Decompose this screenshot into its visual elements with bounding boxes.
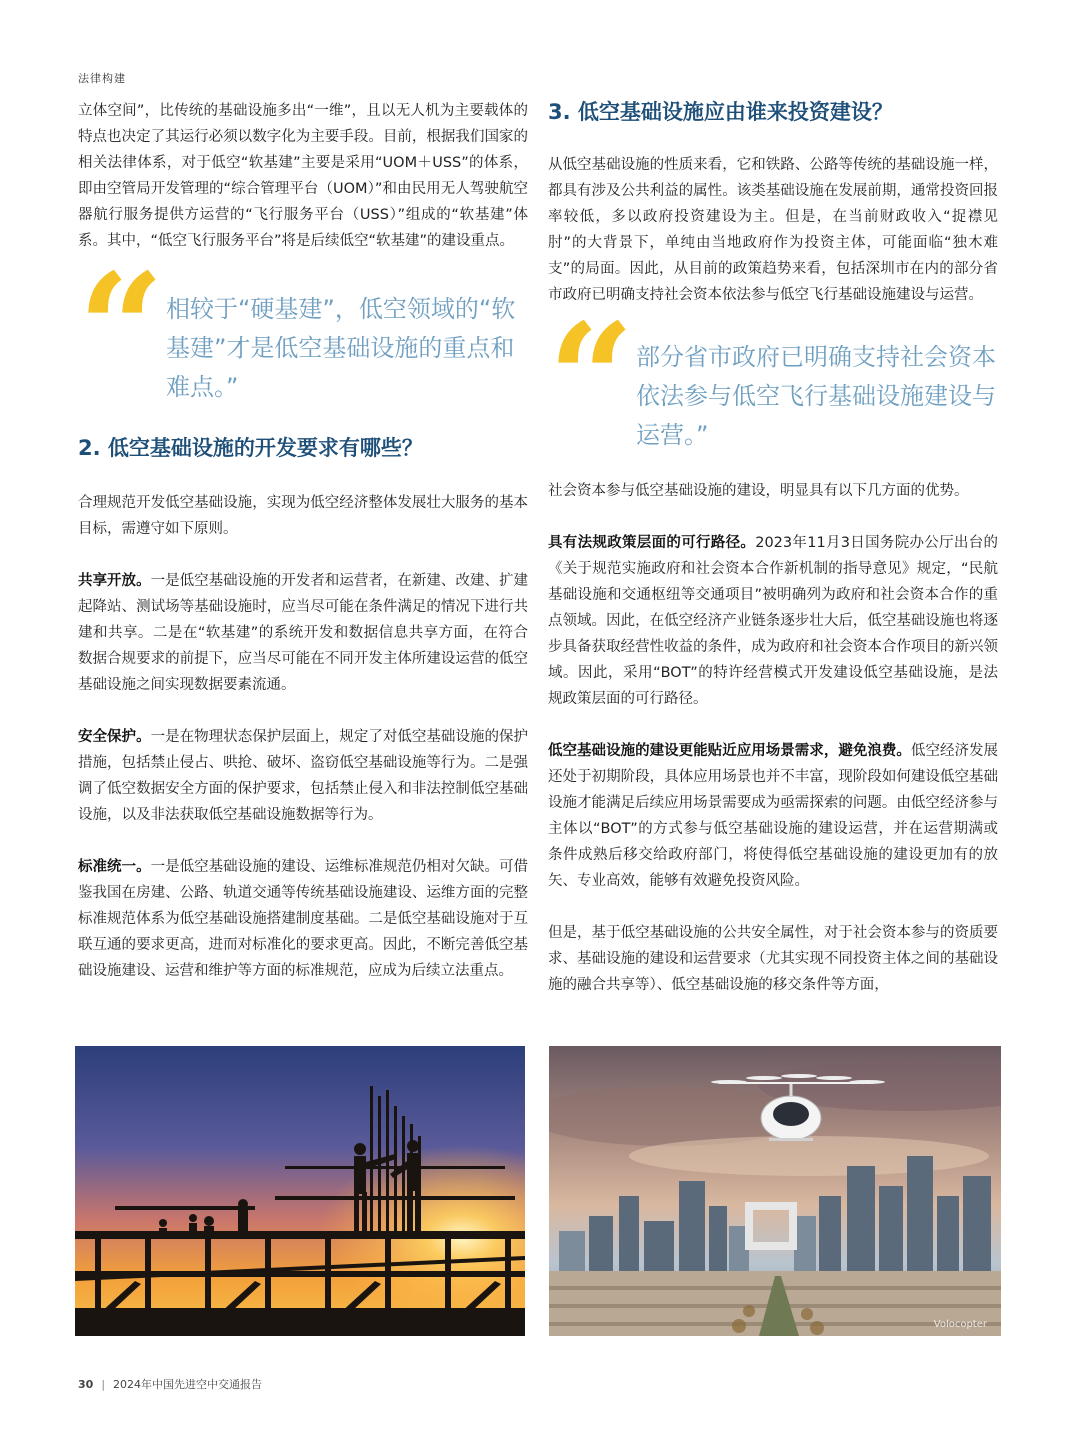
text-shared-open: 一是低空基础设施的开发者和运营者，在新建、改建、扩建起降站、测试场等基础设施时，应当尽可能在条件满足的情况下进行共建和共享。二是在“软基建”的系统开发和数据信息共享方面，在符合数据合规要求的前提下，应当尽可能在不同开发主体所建设运营的低空基础设施之间实现数据要素流通。 — [78, 573, 529, 693]
paragraph-unified-standards — [78, 854, 528, 984]
lead-safety-protection: 安全保护。 — [78, 729, 151, 745]
pull-quote-left — [78, 241, 528, 417]
heading-section-3: 3. 低空基础设施应由谁来投资建设？ — [548, 100, 893, 124]
text-scenario-needs: 低空经济发展还处于初期阶段，具体应用场景也并不丰富，现阶段如何建设低空基础设施才能满足后续应用场景需要成为亟需探索的问题。由低空经济参与主体以“BOT”的方式参与低空基础设施的建设运营，并在运营期满或条件成熟后移交给政府部门，将使得低空基础设施的建设更加有的放矢、专业高效，能够有效避免投资风险。 — [548, 743, 999, 889]
heading-section-2: 2. 低空基础设施的开发要求有哪些？ — [78, 436, 423, 460]
paragraph-investment-nature: 从低空基础设施的性质来看，它和铁路、公路等传统的基础设施一样，都具有涉及公共利益的属性。该类基础设施在发展前期，通常投资回报率较低，多以政府投资建设为主。但是，在当前财政收入“捉襟见肘”的大背景下，单纯由当地政府作为投资主体，可能面临“独木难支”的局面。因此，从目前的政策趋势来看，包括深圳市在内的部分省市政府已明确支持社会资本依法参与低空飞行基础设施建设与运营。 — [548, 157, 998, 303]
page-number: 30 — [78, 1378, 94, 1391]
section-tag: 法律构建 — [78, 72, 126, 85]
paragraph-safety-protection — [78, 724, 528, 828]
quote-text: 部分省市政府已明确支持社会资本依法参与低空飞行基础设施建设与运营。” — [636, 343, 996, 449]
lead-scenario-needs: 低空基础设施的建设更能贴近应用场景需求，避免浪费。 — [548, 743, 911, 759]
text-safety-protection: 一是在物理状态保护层面上，规定了对低空基础设施的保护措施，包括禁止侵占、哄抢、破坏、盗窃低空基础设施等行为。二是强调了低空数据安全方面的保护要求，包括禁止侵入和非法控制低空基础设施，以及非法获取低空基础设施数据等行为。 — [78, 729, 529, 823]
text-unified-standards: 一是低空基础设施的建设、运维标准规范仍相对欠缺。可借鉴我国在房建、公路、轨道交通等传统基础设施建设、运维方面的完整标准规范体系为低空基础设施搭建制度基础。二是低空基础设施对于互联互通的要求更高，进而对标准化的要求更高。因此，不断完善低空基础设施建设、运营和维护等方面的标准规范，应成为后续立法重点。 — [78, 859, 529, 979]
evtol-city-photo — [549, 1046, 1001, 1336]
text-legal-path: 2023年11月3日国务院办公厅出台的《关于规范实施政府和社会资本合作新机制的指导意见》规定，“民航基础设施和交通枢纽等交通项目”被明确列为政府和社会资本合作的重点领域。因此，在低空经济产业链条逐步壮大后，低空基础设施也将逐步具备获取经营性收益的条件，成为政府和社会资本合作项目的新兴领域。因此，采用“BOT”的特许经营模式开发建设低空基础设施，是法规政策层面的可行路径。 — [548, 535, 999, 707]
lead-unified-standards: 标准统一。 — [78, 859, 151, 875]
paragraph-shared-open — [78, 568, 528, 698]
paragraph-scenario-needs — [548, 738, 998, 894]
paragraph-legal-path — [548, 530, 998, 712]
report-title: 2024年中国先进空中交通报告 — [113, 1378, 263, 1391]
quote-text: 相较于“硬基建”，低空领域的“软基建”才是低空基础设施的重点和难点。” — [166, 295, 516, 401]
intro-paragraph: 立体空间”，比传统的基础设施多出“一维”，且以无人机为主要载体的特点也决定了其运行必须以数字化为主要手段。目前，根据我们国家的相关法律体系，对于低空“软基建”主要是采用“UOM＋USS”的体系，即由空管局开发管理的“综合管理平台（UOM）”和由民用无人驾驶航空器航行服务提供方运营的“飞行服务平台（USS）”组成的“软基建”体系。其中，“低空飞行服务平台”将是后续低空“软基建”的建设重点。 — [78, 103, 528, 249]
construction-workers-photo — [75, 1046, 525, 1336]
footer-separator: | — [101, 1378, 106, 1391]
pull-quote-right — [548, 291, 998, 467]
paragraph-advantages-intro: 社会资本参与低空基础设施的建设，明显具有以下几方面的优势。 — [548, 483, 969, 499]
paragraph-principles-intro: 合理规范开发低空基础设施，实现为低空经济整体发展壮大服务的基本目标，需遵守如下原则。 — [78, 495, 528, 537]
lead-shared-open: 共享开放。 — [78, 573, 151, 589]
paragraph-however: 但是，基于低空基础设施的公共安全属性，对于社会资本参与的资质要求、基础设施的建设和运营要求（尤其实现不同投资主体之间的基础设施的融合共享等）、低空基础设施的移交条件等方面， — [548, 925, 998, 993]
lead-legal-path: 具有法规政策层面的可行路径。 — [548, 535, 756, 551]
quote-mark-icon: “ — [548, 291, 635, 467]
page-footer — [78, 1376, 262, 1392]
right-column — [548, 96, 998, 998]
left-column — [78, 98, 528, 984]
photo-watermark: Volocopter — [933, 1319, 987, 1330]
quote-mark-icon: “ — [78, 241, 165, 417]
